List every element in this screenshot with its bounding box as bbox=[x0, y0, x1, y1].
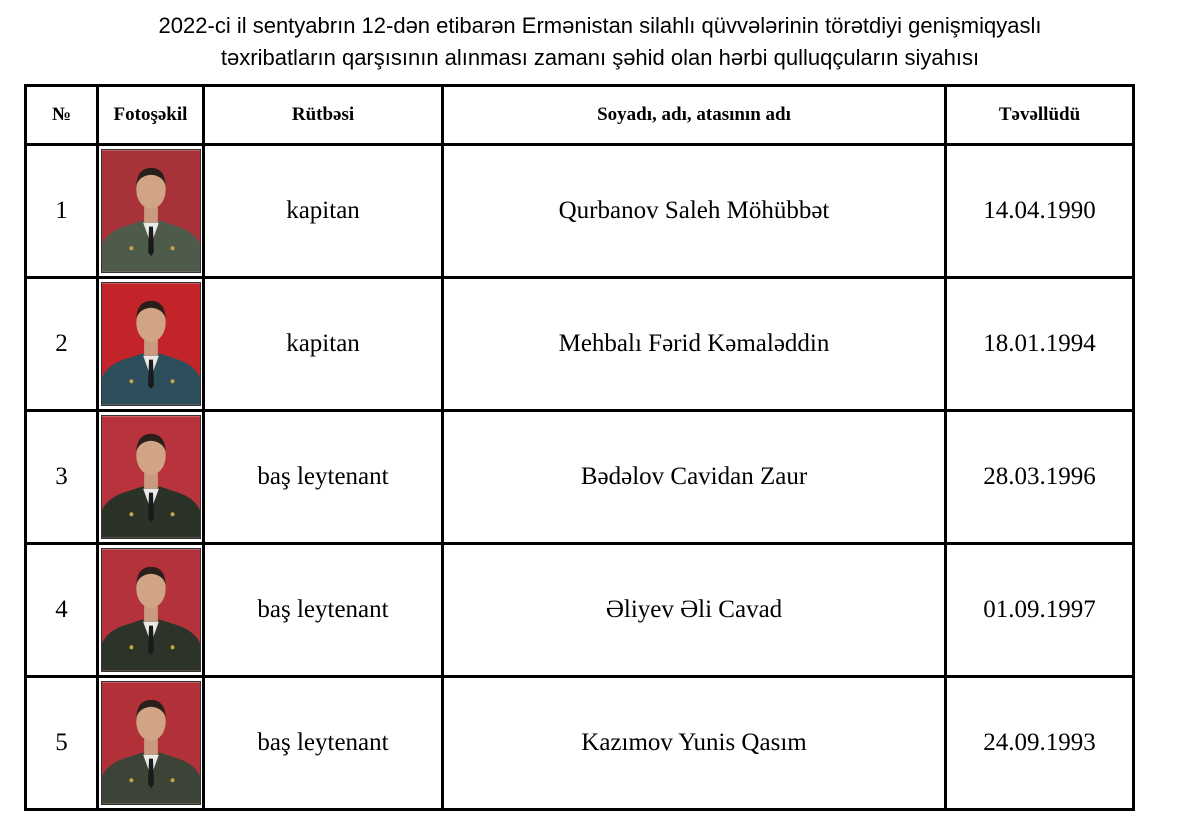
row-photo-cell bbox=[98, 411, 204, 544]
row-full-name: Qurbanov Saleh Möhübbət bbox=[443, 145, 946, 278]
header-full-name: Soyadı, adı, atasının adı bbox=[443, 86, 946, 145]
portrait-photo bbox=[101, 548, 201, 672]
portrait-photo bbox=[101, 149, 201, 273]
row-photo-cell bbox=[98, 677, 204, 810]
row-birth-date: 28.03.1996 bbox=[946, 411, 1134, 544]
row-number: 4 bbox=[26, 544, 98, 677]
row-number: 1 bbox=[26, 145, 98, 278]
martyrs-table bbox=[24, 84, 1135, 811]
row-photo-cell bbox=[98, 544, 204, 677]
title-line-1: 2022-ci il sentyabrın 12-dən etibarən Ermənistan silahlı qüvvələrinin törətdiyi genişmiqyaslı bbox=[158, 13, 1042, 38]
portrait-photo bbox=[101, 415, 201, 539]
table-row bbox=[26, 677, 1134, 810]
row-rank: kapitan bbox=[204, 145, 443, 278]
header-number: № bbox=[26, 86, 98, 145]
row-number: 5 bbox=[26, 677, 98, 810]
title-line-2: təxribatların qarşısının alınması zamanı şəhid olan hərbi qulluqçuların siyahısı bbox=[220, 45, 980, 70]
header-photo: Fotoşəkil bbox=[98, 86, 204, 145]
row-rank: baş leytenant bbox=[204, 411, 443, 544]
row-full-name: Mehbalı Fərid Kəmaləddin bbox=[443, 278, 946, 411]
row-rank: baş leytenant bbox=[204, 677, 443, 810]
header-birth-date: Təvəllüdü bbox=[946, 86, 1134, 145]
row-full-name: Kazımov Yunis Qasım bbox=[443, 677, 946, 810]
row-photo-cell bbox=[98, 145, 204, 278]
row-number: 3 bbox=[26, 411, 98, 544]
portrait-photo bbox=[101, 681, 201, 805]
row-birth-date: 14.04.1990 bbox=[946, 145, 1134, 278]
table-row bbox=[26, 145, 1134, 278]
row-rank: baş leytenant bbox=[204, 544, 443, 677]
row-rank: kapitan bbox=[204, 278, 443, 411]
row-number: 2 bbox=[26, 278, 98, 411]
row-photo-cell bbox=[98, 278, 204, 411]
header-rank: Rütbəsi bbox=[204, 86, 443, 145]
row-full-name: Əliyev Əli Cavad bbox=[443, 544, 946, 677]
row-birth-date: 24.09.1993 bbox=[946, 677, 1134, 810]
portrait-photo bbox=[101, 282, 201, 406]
table-header-row bbox=[26, 86, 1134, 145]
row-full-name: Bədəlov Cavidan Zaur bbox=[443, 411, 946, 544]
table-row bbox=[26, 278, 1134, 411]
row-birth-date: 18.01.1994 bbox=[946, 278, 1134, 411]
table-row bbox=[26, 411, 1134, 544]
row-birth-date: 01.09.1997 bbox=[946, 544, 1134, 677]
document-title bbox=[0, 10, 1200, 74]
table-row bbox=[26, 544, 1134, 677]
